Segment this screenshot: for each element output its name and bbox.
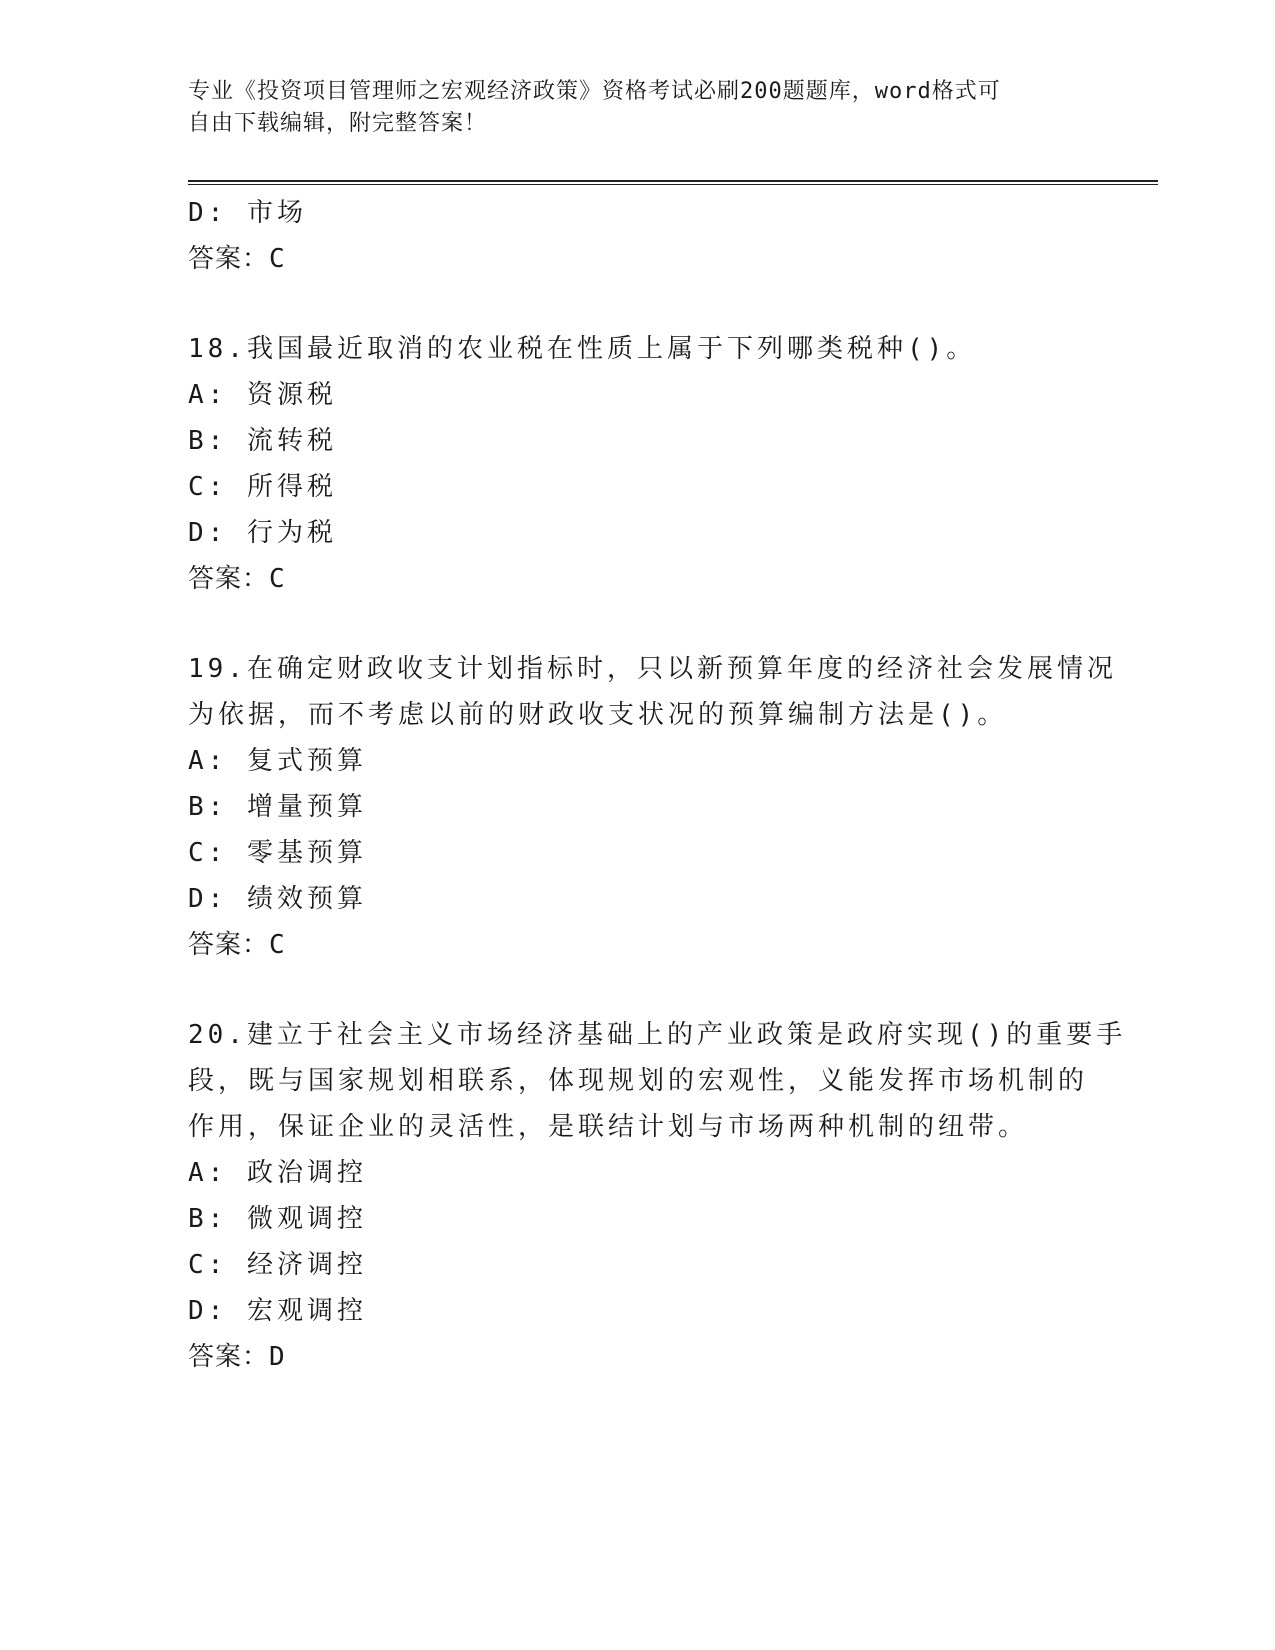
answer-line [188,236,1088,282]
option-b: B: 增量预算 [188,792,367,822]
answer-value: C [269,244,286,274]
header-title-line-1: 专业《投资项目管理师之宏观经济政策》资格考试必刷200题题库，word格式可 [188,79,1001,104]
option-d: D: 市场 [188,198,307,228]
answer-line [188,556,1088,602]
header-title-line-2: 自由下载编辑，附完整答案！ [188,111,488,136]
answer-label: 答案： [188,564,270,594]
question-20 [188,1012,1127,1380]
question-list [188,190,1127,1380]
option-a: A: 资源税 [188,380,337,410]
answer-label: 答案： [188,930,270,960]
option-a: A: 政治调控 [188,1158,367,1188]
answer-label: 答案： [188,1342,270,1372]
option-a: A: 复式预算 [188,746,367,776]
spacer [188,968,1088,1012]
question-stem-line-2: 段，既与国家规划相联系，体现规划的宏观性，义能发挥市场机制的 [188,1066,1089,1096]
answer-label: 答案： [188,244,270,274]
spacer [188,602,1088,646]
spacer [188,282,1088,326]
answer-value: C [269,564,286,594]
header-divider [188,180,1158,185]
question-stem-line-1: 19.在确定财政收支计划指标时，只以新预算年度的经济社会发展情况 [188,654,1117,684]
option-d: D: 绩效预算 [188,884,367,914]
option-c: C: 零基预算 [188,838,367,868]
question-stem-line-2: 为依据，而不考虑以前的财政收支状况的预算编制方法是()。 [188,700,1008,730]
question-stem-line-3: 作用，保证企业的灵活性，是联结计划与市场两种机制的纽带。 [188,1112,1029,1142]
answer-value: C [269,930,286,960]
answer-line [188,922,1088,968]
question-19 [188,646,1117,968]
option-d: D: 行为税 [188,518,337,548]
question-stem-line-1: 20.建立于社会主义市场经济基础上的产业政策是政府实现()的重要手 [188,1020,1127,1050]
option-d: D: 宏观调控 [188,1296,367,1326]
page-header [188,76,1068,140]
answer-value: D [269,1342,286,1372]
question-17-tail [188,190,1088,282]
option-b: B: 微观调控 [188,1204,367,1234]
question-18 [188,326,1088,602]
option-c: C: 经济调控 [188,1250,367,1280]
option-c: C: 所得税 [188,472,337,502]
answer-line [188,1334,1088,1380]
option-b: B: 流转税 [188,426,337,456]
question-stem: 18.我国最近取消的农业税在性质上属于下列哪类税种()。 [188,334,977,364]
